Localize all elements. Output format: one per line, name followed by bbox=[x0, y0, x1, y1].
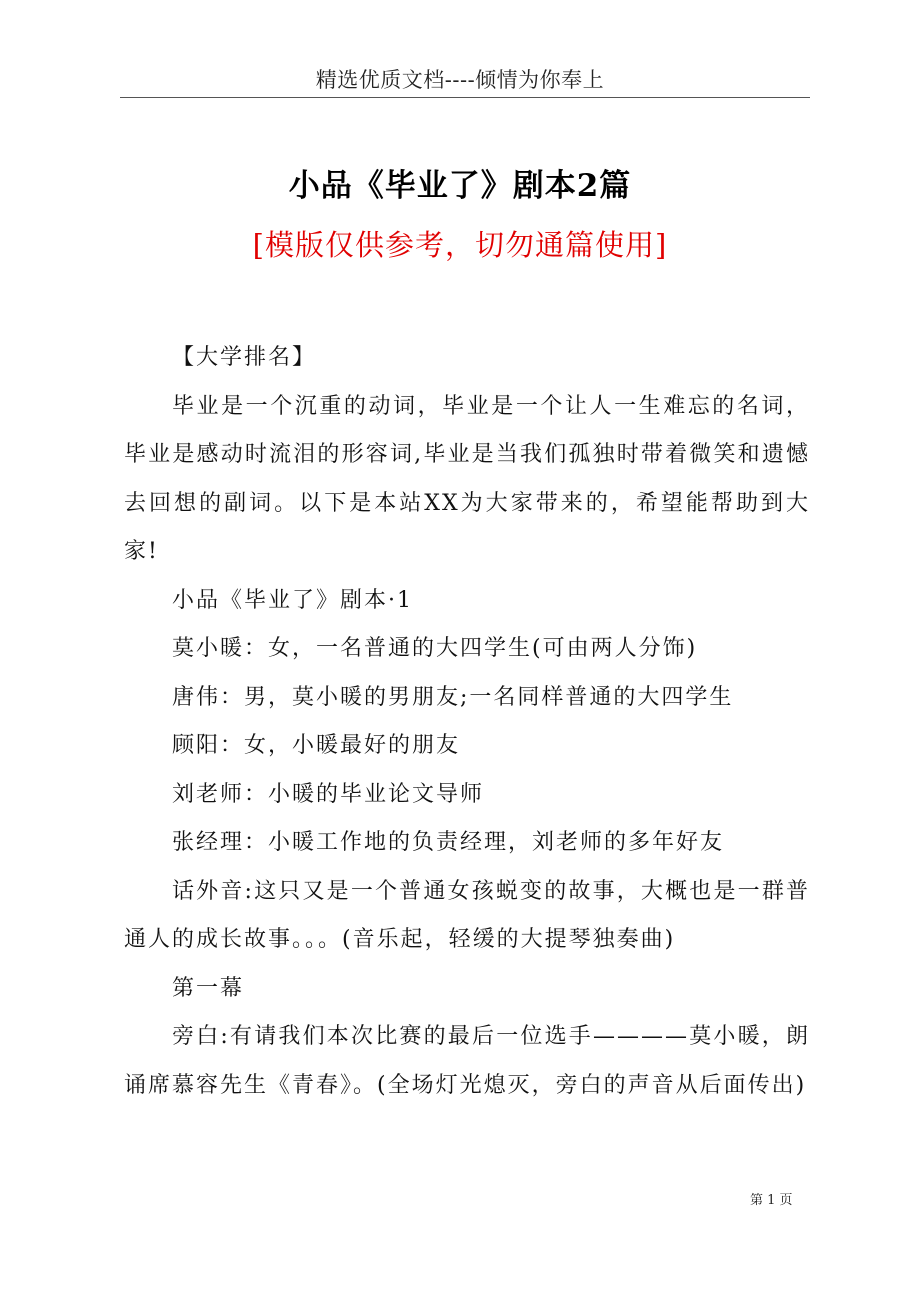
document-subtitle: [模版仅供参考，切勿通篇使用] bbox=[252, 228, 668, 262]
paragraph-act-one: 第一幕 bbox=[172, 975, 245, 1001]
document-title: 小品《毕业了》剧本2篇 bbox=[288, 168, 632, 204]
page-number: 第 1 页 bbox=[750, 1193, 793, 1208]
paragraph-character-tang-wei: 唐伟：男，莫小暖的男朋友;一名同样普通的大四学生 bbox=[172, 684, 734, 710]
paragraph-character-gu-yang: 顾阳：女，小暖最好的朋友 bbox=[172, 733, 461, 758]
paragraph-character-teacher-liu: 刘老师：小暖的毕业论文导师 bbox=[172, 781, 485, 807]
paragraph-voice-over: 话外音:这只又是一个普通女孩蜕变的故事，大概也是一群普通人的成长故事。。。(音乐起，轻缓的大提琴独奏曲) bbox=[124, 878, 810, 952]
paragraph-university-ranking: 【大学排名】 bbox=[172, 345, 317, 370]
paragraph-narration: 旁白:有请我们本次比赛的最后一位选手————莫小暖，朗诵席慕容先生《青春》。(全场灯光熄灭，旁白的声音从后面传出) bbox=[124, 1024, 810, 1098]
paragraph-script-heading: 小品《毕业了》剧本·1 bbox=[172, 587, 413, 613]
paragraph-intro: 毕业是一个沉重的动词，毕业是一个让人一生难忘的名词，毕业是感动时流泪的形容词,毕业是当我们孤独时带着微笑和遗憾去回想的副词。以下是本站XX为大家带来的，希望能帮助到大家! bbox=[124, 393, 810, 564]
page-header-text: 精选优质文档----倾情为你奉上 bbox=[315, 68, 605, 92]
document-body bbox=[124, 334, 810, 1110]
paragraph-character-manager-zhang: 张经理：小暖工作地的负责经理，刘老师的多年好友 bbox=[172, 830, 725, 855]
header-divider bbox=[120, 97, 810, 98]
paragraph-character-mo-xiaonuan: 莫小暖：女，一名普通的大四学生(可由两人分饰) bbox=[172, 636, 698, 661]
